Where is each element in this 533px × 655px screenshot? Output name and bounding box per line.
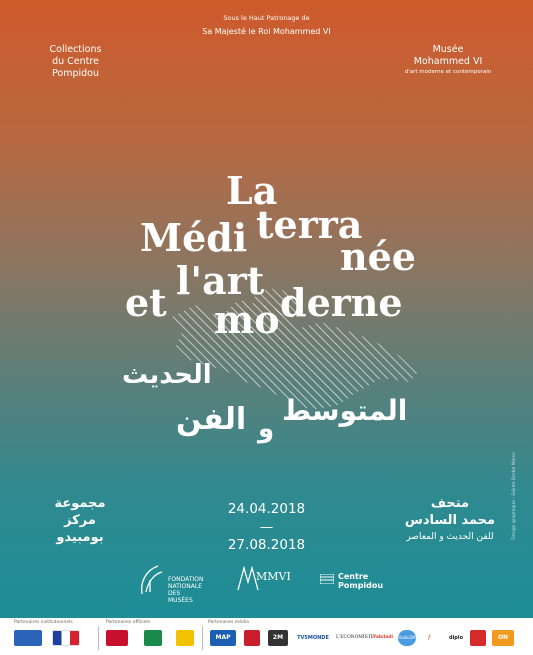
right-institution-line: Mohammed VI (413, 56, 483, 67)
institution-logo-1 (14, 630, 42, 646)
left-institution-line: Collections (49, 44, 102, 55)
media-logo-economiste: L'ECONOMISTE (336, 635, 375, 640)
title-lart: l'art (176, 258, 265, 303)
title-terra: terra (256, 202, 363, 247)
pompidou-text (338, 572, 383, 590)
right-arabic-line: متحف (430, 496, 470, 511)
pompidou-line: Pompidou (338, 581, 384, 590)
media-logo-map: MAP (210, 630, 236, 646)
design-credit: Design graphique : Sainte Barbe Maroc (512, 451, 517, 540)
media-logo-diplo: diplo (448, 635, 464, 641)
french-republic-logo (52, 630, 80, 646)
media-logo-emblem (244, 630, 260, 646)
media-logo-radio: Radio2M (398, 630, 416, 646)
right-institution-subtitle: d'art moderne et contemporain (404, 69, 492, 75)
right-arabic-line: محمد السادس (404, 513, 496, 528)
pompidou-emblem-icon (320, 574, 334, 584)
media-logo-2m: 2M (268, 630, 288, 646)
fondation-line: MUSÉES (168, 597, 193, 604)
date-start: 24.04.2018 (227, 501, 306, 517)
left-institution-line: Pompidou (52, 68, 99, 79)
fondation-line: FONDATION (168, 576, 204, 583)
fondation-line: NATIONALE DES (168, 583, 203, 597)
patronage-main: Sa Majesté le Roi Mohammed VI (202, 27, 331, 36)
left-arabic-line: مركز (64, 513, 96, 528)
official-logo-3 (176, 630, 194, 646)
pompidou-line: Centre (338, 572, 369, 581)
fondation-text (168, 576, 216, 604)
left-institution-line: du Centre (52, 56, 99, 67)
fondation-logo (136, 560, 216, 604)
partners-label-media: Partenaires média (208, 620, 249, 625)
pompidou-logo (320, 572, 410, 602)
arabic-title-alfann: الفن (176, 402, 247, 437)
left-arabic-line: بومبيدو (56, 530, 104, 545)
partner-separator (98, 626, 99, 650)
mmvi-logo (236, 560, 296, 600)
partners-label-official: Partenaires officiels (106, 620, 150, 625)
title-medi: Médi (140, 215, 248, 260)
fondation-emblem-icon (136, 562, 166, 598)
media-logo-on: ON (492, 630, 514, 646)
title-et: et (125, 280, 167, 325)
mmvi-text: MMVI (256, 570, 291, 583)
title-mo: mo (214, 297, 280, 342)
right-arabic-block (385, 495, 515, 546)
official-logo-1 (106, 630, 128, 646)
title-derne: derne (280, 280, 403, 325)
left-arabic-line: مجموعة (54, 496, 106, 511)
media-logo-red (470, 630, 486, 646)
date-end: 27.08.2018 (227, 537, 306, 553)
arabic-title-wa: و (258, 414, 275, 444)
partner-bar (0, 618, 533, 655)
title-la: La (226, 168, 278, 213)
right-arabic-subtitle: للفن الحديث و المعاصر (406, 532, 494, 542)
media-logo-tv5: TV5MONDE (297, 635, 329, 641)
arabic-title-alhadith: الحديث (122, 360, 212, 390)
date-dash: — (259, 519, 274, 535)
media-logo-yabiladi: Yabiladi (373, 635, 393, 640)
media-logo-f: f (427, 634, 431, 642)
arabic-title-almutawassit: المتوسط (282, 394, 408, 427)
bmci-logo (144, 630, 162, 646)
title-nee: née (340, 234, 416, 279)
partners-label-institutional: Partenaires institutionnels (14, 620, 73, 625)
patronage-small: Sous le Haut Patronage de (223, 14, 310, 22)
partner-separator (202, 626, 203, 650)
right-institution-line: Musée (432, 44, 464, 55)
